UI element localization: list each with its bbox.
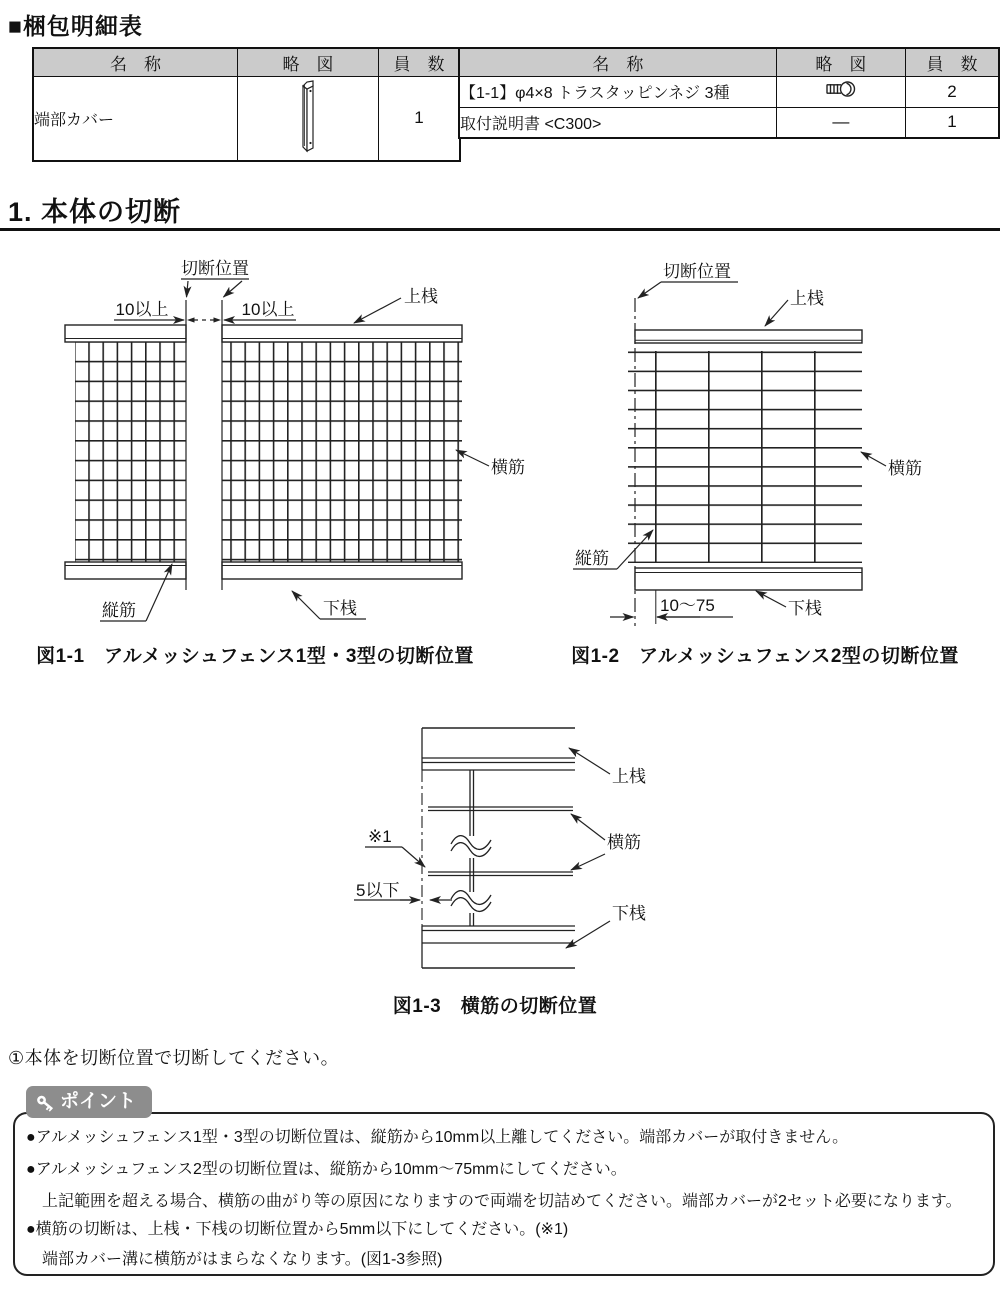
truss-tapping-screw-icon [821, 80, 861, 98]
col-header-name: 名 称 [459, 48, 776, 76]
vertical-wire [470, 770, 474, 926]
point-line: ●アルメッシュフェンス2型の切断位置は、縦筋から10mm～75mmにしてください。 [26, 1161, 627, 1178]
figure-1-2 [570, 252, 1000, 644]
table-row [33, 76, 460, 161]
horizontal-wires [428, 807, 573, 876]
note-ref-label: ※1 [368, 827, 392, 846]
dim-max-label: 5以下 [356, 881, 400, 900]
point-line: 端部カバー溝に横筋がはまらなくなります。(図1-3参照) [42, 1251, 443, 1268]
section-rule [0, 228, 1000, 231]
cut-position-label: 切断位置 [663, 262, 731, 281]
part-sketch-cell [776, 76, 905, 107]
bottom-rail-label: 下桟 [612, 904, 646, 923]
figure-1-3 [340, 720, 670, 1010]
part-name: 取付説明書 <C300> [459, 107, 776, 138]
point-badge-label: ポイント [60, 1091, 137, 1112]
vertical-wire-label: 縦筋 [102, 601, 136, 620]
top-rail-label: 上桟 [612, 767, 646, 786]
cut-lines [186, 300, 222, 590]
part-qty: 1 [379, 76, 461, 161]
top-rail [422, 728, 575, 770]
break-symbol [451, 836, 491, 857]
part-sketch-dash: ― [776, 107, 905, 138]
top-rail [635, 330, 862, 343]
col-header-qty: 員 数 [905, 48, 999, 76]
point-line: ●アルメッシュフェンス1型・3型の切断位置は、縦筋から10mm以上離してください。端部カバーが取付きません。 [26, 1129, 849, 1146]
dim-left-label: 10以上 [115, 300, 169, 319]
mesh-panel [628, 351, 862, 563]
figure-1-3-caption: 図1-3 横筋の切断位置 [392, 996, 598, 1017]
col-header-qty: 員 数 [379, 48, 461, 76]
horizontal-wire-label: 横筋 [888, 459, 922, 478]
point-line: 上記範囲を超える場合、横筋の曲がり等の原因になりますので両端を切詰めてください。端部カバーが2セット必要になります。 [42, 1193, 962, 1210]
break-symbol [451, 891, 491, 912]
packing-table-right [458, 47, 1000, 139]
part-sketch-cell [238, 76, 379, 161]
mesh-panel-left [75, 342, 186, 562]
top-rail-label: 上桟 [790, 289, 824, 308]
point-line: ●横筋の切断は、上桟・下桟の切断位置から5mm以下にしてください。(※1) [26, 1221, 569, 1238]
col-header-sketch: 略 図 [776, 48, 905, 76]
bottom-rail-label: 下桟 [788, 599, 822, 618]
vertical-wire-label: 縦筋 [575, 549, 609, 568]
part-name: 【1-1】φ4×8 トラスタッピンネジ 3種 [459, 76, 776, 107]
end-cover-icon [290, 77, 326, 155]
bottom-rail [422, 926, 575, 968]
point-badge [26, 1086, 152, 1118]
bottom-rail-label: 下桟 [323, 599, 357, 618]
col-header-sketch: 略 図 [238, 48, 379, 76]
table-row [459, 76, 999, 107]
figure-1-1-caption: 図1-1 アルメッシュフェンス1型・3型の切断位置 [36, 646, 474, 667]
part-qty: 2 [905, 76, 999, 107]
part-qty: 1 [905, 107, 999, 138]
col-header-name: 名 称 [33, 48, 238, 76]
section-title: 1. 本体の切断 [8, 197, 182, 227]
mesh-panel-right [222, 342, 462, 562]
packing-list-title: ■梱包明細表 [8, 13, 143, 39]
packing-table-left [32, 47, 461, 162]
table-row [459, 107, 999, 138]
top-rail [65, 325, 462, 342]
bottom-rail [65, 562, 462, 579]
figure-1-2-caption: 図1-2 アルメッシュフェンス2型の切断位置 [571, 646, 959, 667]
cut-position-label: 切断位置 [181, 259, 249, 278]
dim-right-label: 10以上 [241, 300, 295, 319]
key-icon [34, 1092, 56, 1120]
horizontal-wire-label: 横筋 [491, 458, 525, 477]
part-name: 端部カバー [33, 76, 238, 161]
top-rail-label: 上桟 [404, 287, 438, 306]
horizontal-wire-label: 横筋 [607, 833, 641, 852]
bottom-rail [635, 568, 862, 590]
step-1-instruction: ①本体を切断位置で切断してください。 [8, 1048, 340, 1068]
figure-1-1 [30, 252, 570, 644]
dim-range-label: 10～75 [660, 596, 715, 615]
